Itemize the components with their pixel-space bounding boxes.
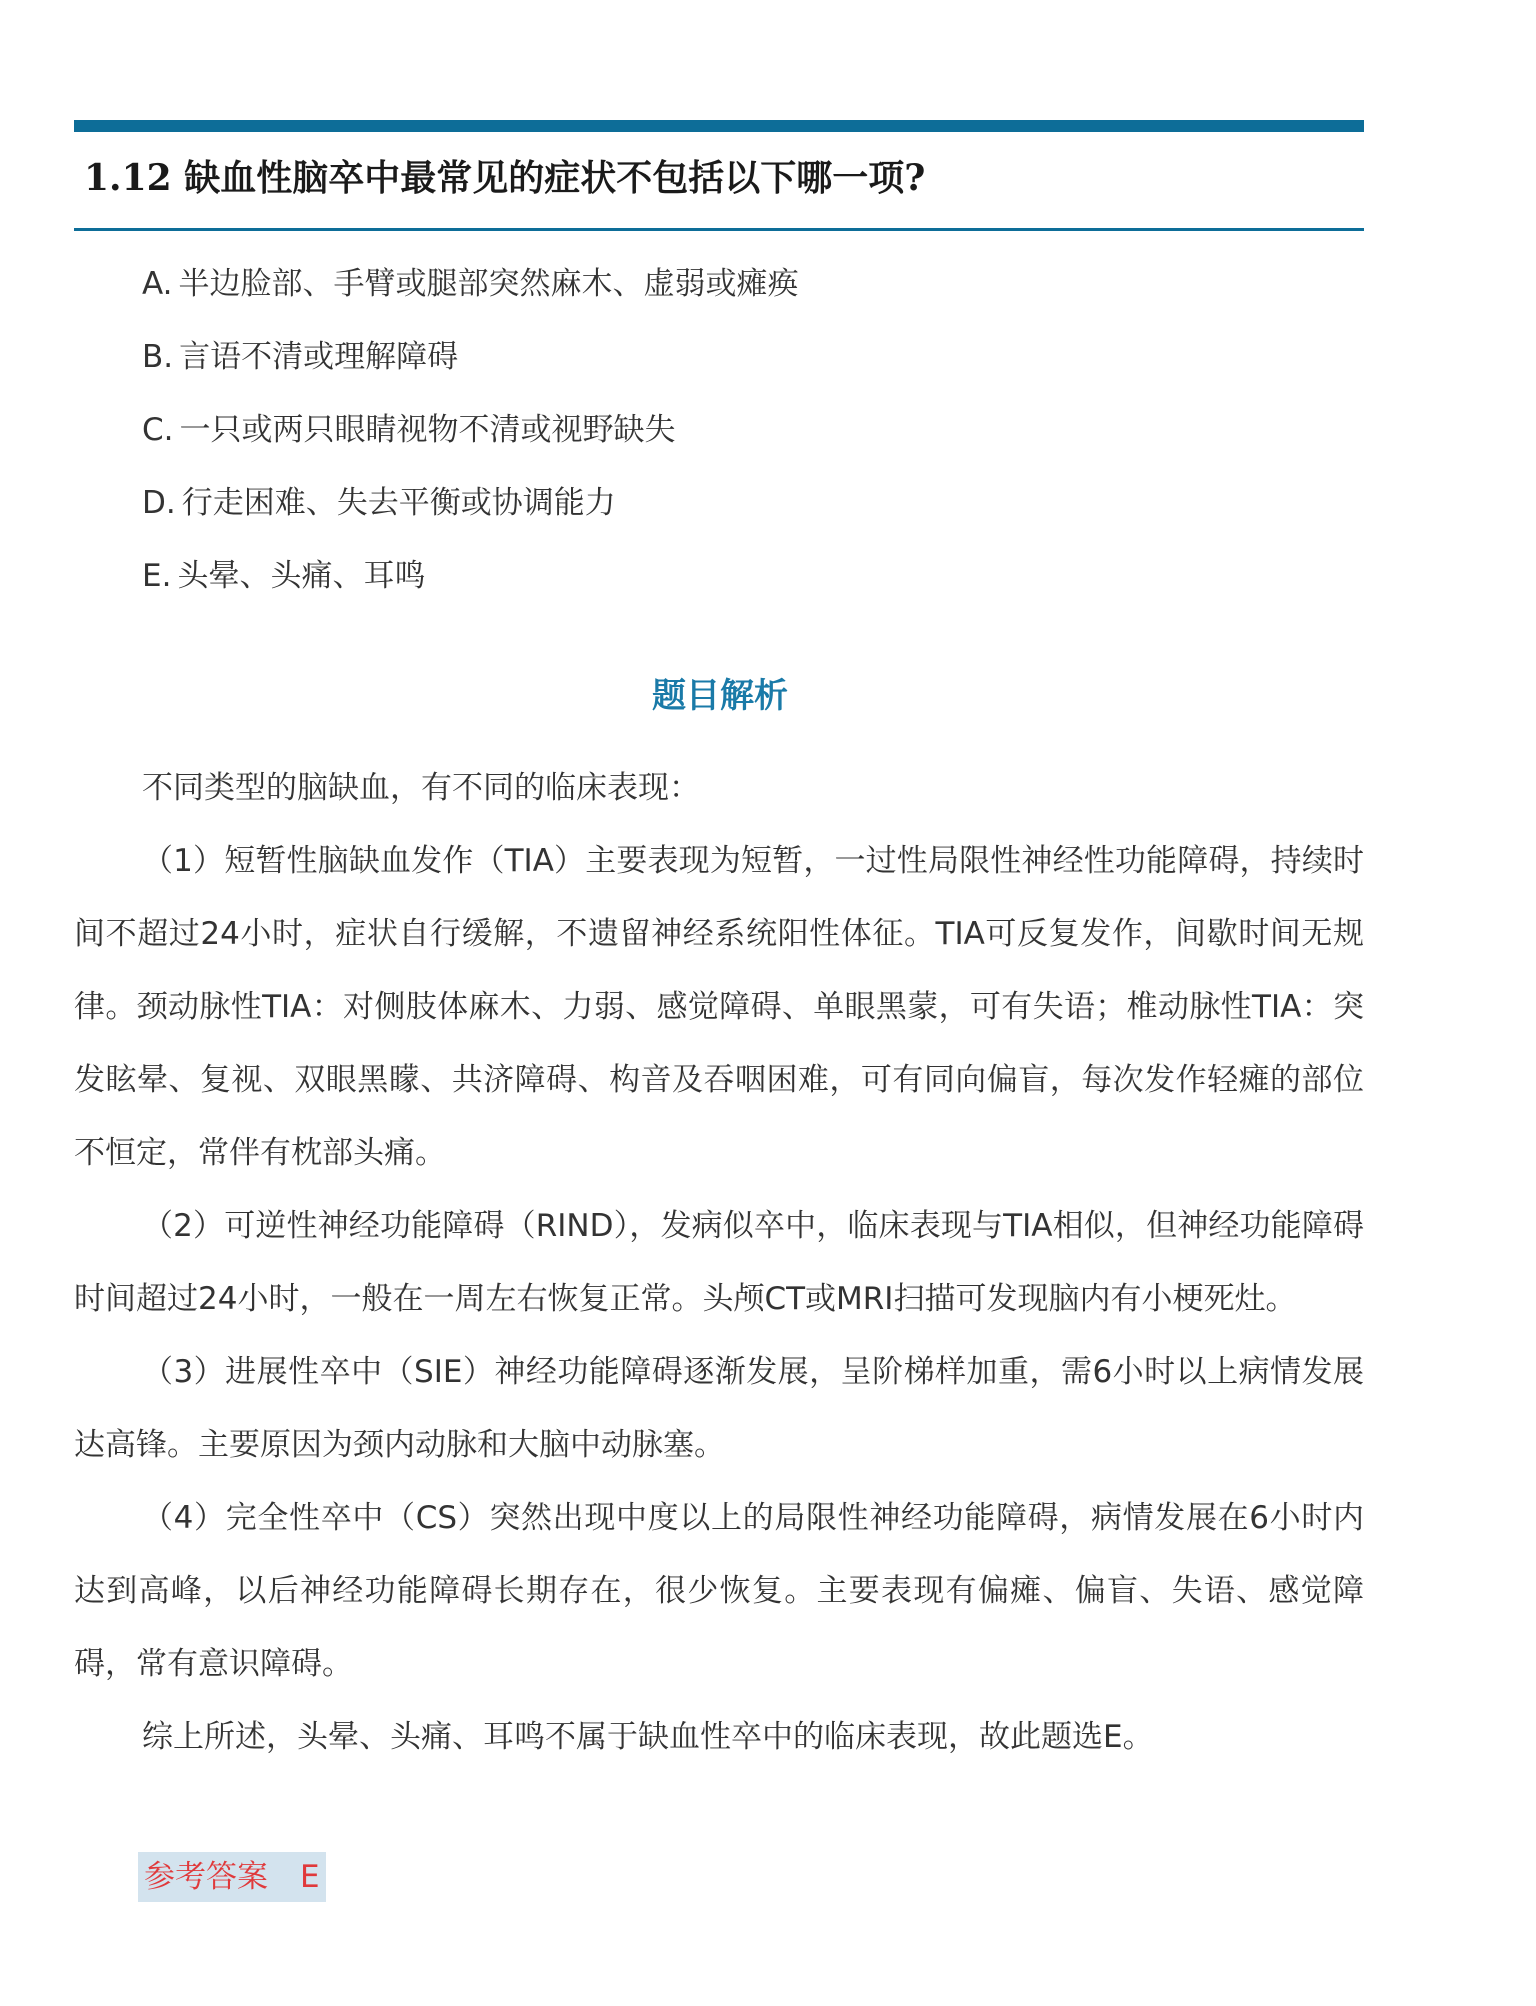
- title-divider: [74, 228, 1364, 231]
- option-letter: D.: [142, 485, 176, 521]
- option-letter: B.: [142, 339, 174, 375]
- option-letter: A.: [142, 266, 173, 302]
- options-list: [142, 248, 1342, 613]
- option-text: 行走困难、失去平衡或协调能力: [181, 485, 616, 521]
- analysis-body: [74, 752, 1364, 1774]
- option-letter: E.: [142, 558, 172, 594]
- analysis-paragraph: 不同类型的脑缺血，有不同的临床表现：: [142, 770, 700, 806]
- option-text: 头晕、头痛、耳鸣: [177, 558, 426, 594]
- analysis-paragraph: 综上所述，头晕、头痛、耳鸣不属于缺血性卒中的临床表现，故此题选E。: [142, 1719, 1154, 1755]
- option-text: 半边脸部、手臂或腿部突然麻木、虚弱或瘫痪: [178, 266, 799, 302]
- reference-answer: [138, 1852, 326, 1902]
- question-title: 1.12 缺血性脑卒中最常见的症状不包括以下哪一项?: [84, 157, 926, 199]
- analysis-paragraph: （3）进展性卒中（SIE）神经功能障碍逐渐发展，呈阶梯样加重，需6小时以上病情发展达高锋。主要原因为颈内动脉和大脑中动脉塞。: [74, 1354, 1364, 1463]
- option-text: 一只或两只眼睛视物不清或视野缺失: [179, 412, 676, 448]
- analysis-paragraph: （2）可逆性神经功能障碍（RIND），发病似卒中，临床表现与TIA相似，但神经功能障碍时间超过24小时，一般在一周左右恢复正常。头颅CT或MRI扫描可发现脑内有小梗死灶。: [74, 1208, 1364, 1317]
- analysis-paragraph: （4）完全性卒中（CS）突然出现中度以上的局限性神经功能障碍，病情发展在6小时内达到高峰，以后神经功能障碍长期存在，很少恢复。主要表现有偏瘫、偏盲、失语、感觉障碍，常有意识障碍。: [74, 1500, 1364, 1682]
- option-letter: C.: [142, 412, 174, 448]
- header-accent-bar: [74, 120, 1364, 132]
- option-d: [142, 467, 1342, 540]
- answer-label: 参考答案: [144, 1859, 268, 1895]
- analysis-heading: 题目解析: [652, 676, 788, 716]
- option-e: [142, 540, 1342, 613]
- analysis-paragraph: （1）短暂性脑缺血发作（TIA）主要表现为短暂，一过性局限性神经性功能障碍，持续时间不超过24小时，症状自行缓解，不遗留神经系统阳性体征。TIA可反复发作，间歇时间无规律。颈动脉性TIA：对侧肢体麻木、力弱、感觉障碍、单眼黑蒙，可有失语；椎动脉性TIA：突发眩晕、复视、双眼黑矇、共济障碍、构音及吞咽困难，可有同向偏盲，每次发作轻瘫的部位不恒定，常伴有枕部头痛。: [74, 843, 1364, 1171]
- option-b: [142, 321, 1342, 394]
- option-c: [142, 394, 1342, 467]
- option-a: [142, 248, 1342, 321]
- option-text: 言语不清或理解障碍: [179, 339, 459, 375]
- answer-value: E: [300, 1859, 320, 1895]
